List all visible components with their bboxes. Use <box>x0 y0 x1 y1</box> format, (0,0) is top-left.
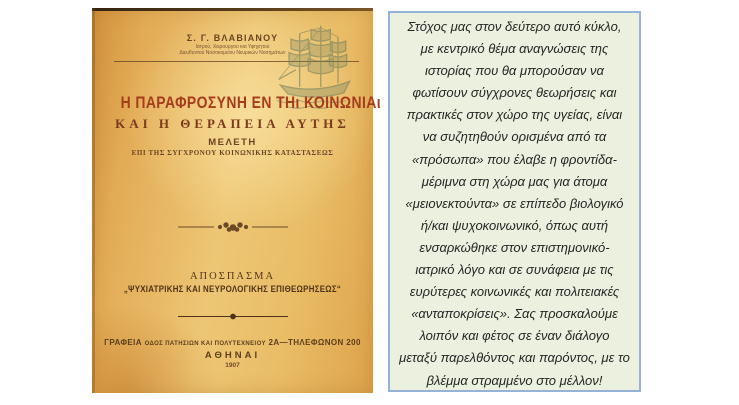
textbox-line: ή/και ψυχοκοινωνικό, όπως αυτή <box>420 217 609 233</box>
publication-city: ΑΘΗΝΑΙ <box>204 350 261 361</box>
author-subtitle-line1: Ιατρού, Χειρούργου και Υφηγητού <box>195 44 270 50</box>
book-cover-image <box>92 8 382 393</box>
excerpt-source-text: „ΨΥΧΙΑΤΡΙΚΗΣ ΚΑΙ ΝΕΥΡΟΛΟΓΙΚΗΣ ΕΠΙΘΕΩΡΗΣΕΩΣ“ <box>123 284 342 294</box>
textbox-line: ιστορίας που θα μπορούσαν να <box>425 63 604 79</box>
textbox-line: βλέμμα στραμμένο στο μέλλον! <box>426 372 603 388</box>
textbox-line: μεταξύ παρελθόντος και παρόντος, με το <box>399 350 630 366</box>
book-author: Σ. Γ. ΒΛΑΒΙΑΝΟΥ <box>186 33 279 43</box>
publication-year: 1907 <box>225 362 240 369</box>
announcement-text-box <box>388 11 641 392</box>
book-title-line1 <box>92 93 382 113</box>
divider-line-icon <box>178 312 288 321</box>
textbox-line: φωτίσουν σύγχρονες θεωρήσεις και <box>412 85 617 101</box>
textbox-line: μέριμνα στη χώρα μας για άτομα <box>421 173 608 189</box>
study-label: ΜΕΛΕΤΗ <box>208 137 257 148</box>
book-title-line2: ΚΑΙ Η ΘΕΡΑΠΕΙΑ ΑΥΤΗΣ <box>115 116 350 131</box>
study-subtitle: ΕΠΙ ΤΗΣ ΣΥΓΧΡΟΝΟΥ ΚΟΙΝΩΝΙΚΗΣ ΚΑΤΑΣΤΑΣΕΩΣ <box>131 149 334 157</box>
textbox-line: ενσαρκώθηκε στον επιστημονικό- <box>419 239 610 255</box>
textbox-line: «πρόσωπα» που έλαβε η φροντίδα- <box>412 151 617 167</box>
textbox-line: ιατρικό λόγο και σε συνάφεια με τις <box>415 262 614 278</box>
textbox-line: πρακτικές στον χώρο της υγείας, είναι <box>406 107 623 123</box>
publisher-address <box>92 338 373 347</box>
excerpt-source <box>92 284 373 294</box>
textbox-line: λοιπόν και φέτος σε έναν διάλογο <box>419 328 610 344</box>
flourish-ornament-icon <box>178 220 288 234</box>
author-subtitle-line2: Διευθυντού Νοσοκομείου Νευρικών Νοσημάτων <box>179 50 286 56</box>
address-street: ΟΔΟΣ ΠΑΤΗΣΙΩΝ ΚΑΙ ΠΟΛΥΤΕΧΝΕΙΟΥ <box>144 341 266 347</box>
textbox-line: «ανταποκρίσεις». Σας προσκαλούμε <box>411 306 618 322</box>
textbox-line: να συζητηθούν ορισμένα από τα <box>422 129 607 145</box>
address-phone: 2Α—ΤΗΛΕΦΩΝΟΝ 200 <box>268 338 361 347</box>
textbox-line: ευρύτερες κοινωνικές και πολιτειακές <box>409 284 620 300</box>
address-prefix: ΓΡΑΦΕΙΑ <box>104 338 142 347</box>
textbox-line: «μειονεκτούντα» σε επίπεδο βιολογικό <box>405 195 624 211</box>
textbox-line: Στόχος μας στον δεύτερο αυτό κύκλο, <box>407 19 622 34</box>
textbox-line: με κεντρικό θέμα αναγνώσεις της <box>420 41 609 57</box>
excerpt-label: ΑΠΟΣΠΑΣΜΑ <box>189 271 276 282</box>
book-title-line1-text: Η ΠΑΡΑΦΡΟΣΥΝΗ ΕΝ ΤΗι ΚΟΙΝΩΝΙΑι <box>120 93 382 112</box>
